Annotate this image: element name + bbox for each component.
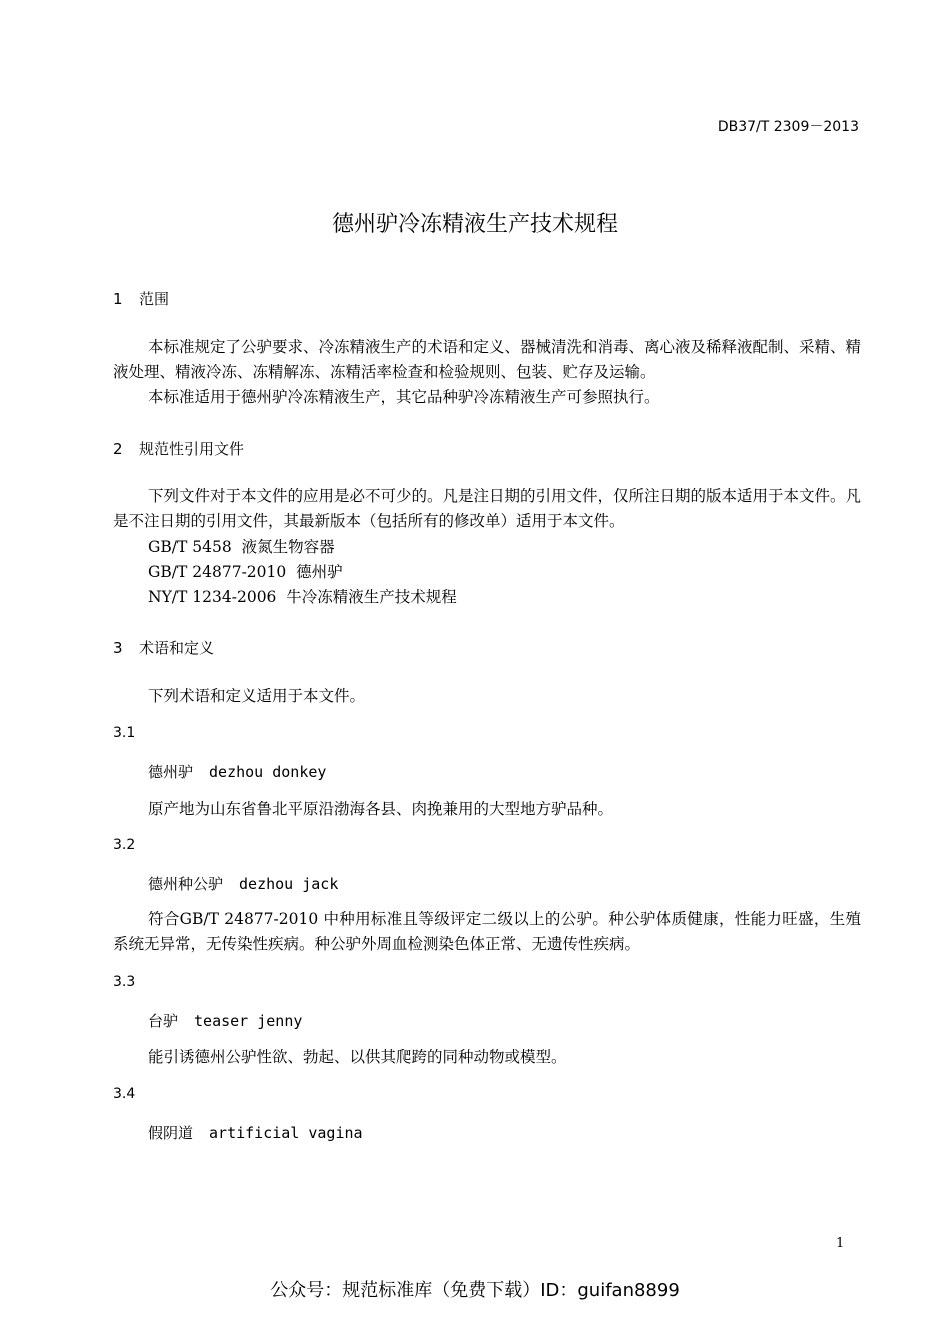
section-title: 范围: [139, 290, 170, 308]
section-number: 2: [113, 440, 123, 458]
term-heading: [148, 1122, 363, 1143]
term-chinese: 台驴: [148, 1012, 179, 1030]
term-number: 3.2: [113, 837, 136, 853]
term-definition: 符合GB/T 24877-2010 中种用标准且等级评定二级以上的公驴。种公驴体质健康，性能力旺盛，生殖系统无异常，无传染性疾病。种公驴外周血检测染色体正常、无遗传性疾病。: [113, 910, 861, 953]
term-heading: [148, 1010, 302, 1031]
section-number: 3: [113, 639, 123, 657]
reference-item: [148, 560, 343, 582]
reference-code: GB/T 24877-2010: [148, 563, 287, 581]
reference-code: GB/T 5458: [148, 538, 232, 556]
section-1-paragraph-1: 本标准规定了公驴要求、冷冻精液生产的术语和定义、器械清洗和消毒、离心液及稀释液配制、采精、精液处理、精液冷冻、冻精解冻、冻精活率检查和检验规则、包装、贮存及运输。: [113, 338, 862, 381]
section-2-paragraph-1: 下列文件对于本文件的应用是必不可少的。凡是注日期的引用文件，仅所注日期的版本适用于本文件。凡是不注日期的引用文件，其最新版本（包括所有的修改单）适用于本文件。: [113, 487, 862, 530]
term-chinese: 德州种公驴: [148, 875, 224, 893]
standard-number: DB37/T 2309－2013: [717, 119, 859, 135]
term-definition: 能引诱德州公驴性欲、勃起、以供其爬跨的同种动物或模型。: [148, 1048, 567, 1066]
section-title: 术语和定义: [139, 639, 215, 657]
reference-name: 液氮生物容器: [241, 538, 335, 556]
term-number: 3.3: [113, 974, 136, 990]
term-heading: [148, 761, 326, 782]
reference-name: 牛冷冻精液生产技术规程: [286, 588, 457, 606]
footer-watermark: 公众号：规范标准库（免费下载）ID：guifan8899: [270, 1280, 680, 1301]
section-1-heading: [113, 288, 169, 309]
term-chinese: 假阴道: [148, 1124, 194, 1142]
term-english: teaser jenny: [194, 1012, 303, 1030]
term-english: dezhou donkey: [209, 763, 327, 781]
section-number: 1: [113, 290, 123, 308]
term-number: 3.1: [113, 725, 136, 741]
term-english: artificial vagina: [209, 1124, 363, 1142]
reference-code: NY/T 1234-2006: [148, 588, 277, 606]
section-2-heading: [113, 438, 244, 459]
section-3-intro: 下列术语和定义适用于本文件。: [148, 687, 366, 705]
reference-item: [148, 585, 457, 607]
document-title: 德州驴冷冻精液生产技术规程: [331, 212, 618, 237]
section-3-heading: [113, 637, 214, 658]
section-1-paragraph-2: 本标准适用于德州驴冷冻精液生产，其它品种驴冷冻精液生产可参照执行。: [148, 388, 660, 406]
reference-item: [148, 535, 335, 557]
term-english: dezhou jack: [239, 875, 339, 893]
term-heading: [148, 873, 338, 894]
term-number: 3.4: [113, 1086, 136, 1102]
reference-name: 德州驴: [296, 563, 343, 581]
term-chinese: 德州驴: [148, 763, 194, 781]
page-number: 1: [836, 1236, 845, 1251]
section-title: 规范性引用文件: [139, 440, 245, 458]
term-definition: 原产地为山东省鲁北平原沿渤海各县、肉挽兼用的大型地方驴品种。: [148, 800, 614, 818]
